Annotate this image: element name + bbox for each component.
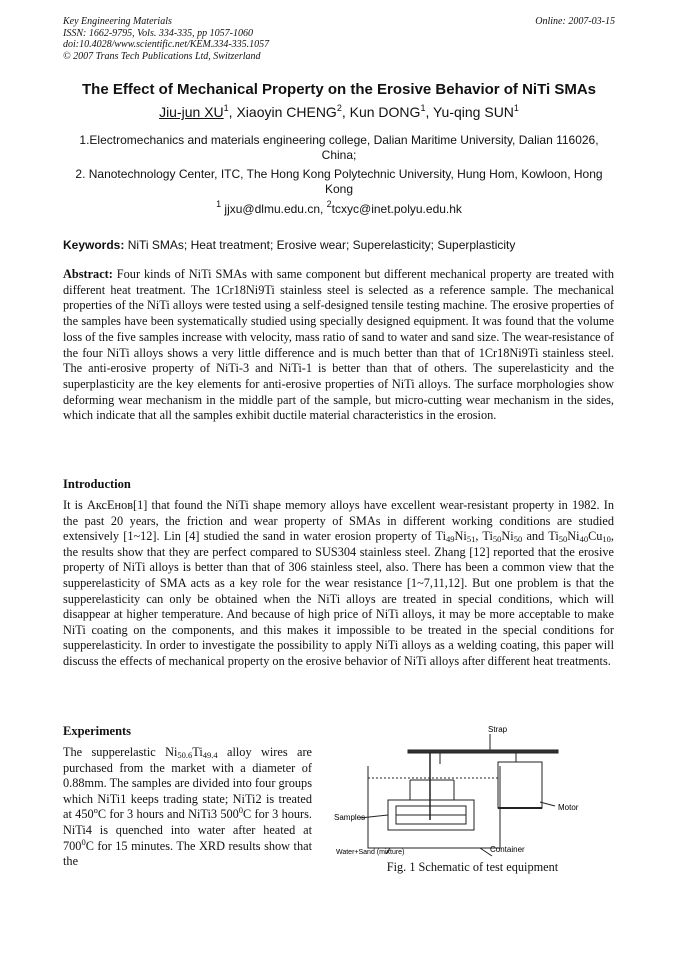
exp-text: Ti: [192, 745, 203, 759]
author-name: Jiu-jun XU: [159, 104, 224, 120]
container-label: Container: [490, 845, 525, 854]
intro-text: Ni: [567, 529, 580, 544]
author-affil-sup: 1: [513, 103, 519, 113]
exp-text: C for 3 hours. NiTi4 is quenched into water after heated at 700: [63, 807, 312, 853]
author-affil-sup: 1: [420, 103, 426, 113]
strap-bar: [408, 750, 558, 753]
affiliation-1: 1.Electromechanics and materials engineering college, Dalian Maritime University, Dalian 116026, China;: [79, 133, 599, 162]
author-separator: ,: [425, 104, 433, 120]
author-name: Yu-qing SUN: [432, 104, 514, 120]
exp-text: alloy wires are purchased from the market with a diameter of 0.88mm. The samples are divided into four groups which NiTi1 keeps trading state; NiTi2 is treated at 450: [63, 745, 312, 822]
subscript: 51: [466, 534, 476, 545]
intro-text: Ni: [501, 529, 514, 544]
subscript: 50: [513, 534, 523, 545]
email-line: [0, 199, 678, 216]
intro-text: It is АксЕнов[1] that found the NiTi shape memory alloys have excellent wear-resistant property in 1982. In the past 20 years, the friction and wear property of SMAs in different working conditions are studied extensively [1~12]. Lin [4] studied the sand in water erosion property of Ti: [63, 498, 614, 544]
superscript: 0: [238, 805, 244, 816]
experiments-heading: Experiments: [63, 724, 132, 738]
email-sup: 2: [326, 199, 332, 209]
keywords-text: NiTi SMAs; Heat treatment; Erosive wear; Superelasticity; Superplasticity: [124, 238, 516, 252]
keywords: [63, 238, 615, 252]
journal-name: Key Engineering Materials: [63, 16, 172, 27]
email-2[interactable]: tcxyc@inet.polyu.edu.hk: [331, 202, 462, 216]
author-list: [0, 104, 678, 120]
abstract-label: Abstract:: [63, 267, 113, 281]
author-separator: ,: [341, 104, 350, 120]
exp-text: C for 3 hours and NiTi3 500: [97, 807, 239, 822]
subscript: 49.4: [202, 750, 218, 760]
intro-text: , the results show that they are perfect compared to SUS304 stainless steel. Zhang [12] reported that the erosive property of NiTi alloys is better than that of 306 stainless steel, also. There has been a common view that the supperelasticity of SMA acts as a key role for the wear resistance [1~7,11,12]. But one problem is that the supperelasticity can only be obtained when the NiTi alloys are treated in special conditions, which will disappear at higher temperature. And because of high price of NiTi alloys, it may be more acceptable to make NiTi coating on the components, and this makes it impossible to be treated in the special conditions for supperelasticity. In order to investigate the possibility to apply NiTi alloys as a welding coating, this paper will discuss the effects of mechanical property on the erosive behavior of NiTi alloys after different heat treatments.: [63, 529, 614, 668]
figure-caption: Fig. 1 Schematic of test equipment: [386, 860, 559, 874]
issn-line: ISSN: 1662-9795, Vols. 334-335, pp 1057-1060: [63, 27, 253, 39]
doi-line: doi:10.4028/www.scientific.net/KEM.334-335.1057: [63, 39, 270, 50]
samples-label: Samples: [334, 813, 366, 822]
subscript: 49: [446, 534, 455, 545]
copyright-line: © 2007 Trans Tech Publications Ltd, Switzerland: [63, 50, 261, 62]
introduction-text: [63, 498, 614, 670]
exp-text: C for 15 minutes. The XRD results show that the: [63, 838, 312, 869]
intro-text: Ni: [454, 529, 467, 544]
intro-text: , Ti: [475, 529, 493, 544]
intro-text: and Ti: [522, 529, 559, 544]
affiliation-2: 2. Nanotechnology Center, ITC, The Hong Kong Polytechnic University, Hung Hom, Kowloon, Hong Kong: [75, 167, 603, 196]
motor-label: Motor: [558, 803, 579, 812]
superscript: 0: [81, 836, 86, 847]
email-1[interactable]: jjxu@dlmu.edu.cn,: [221, 202, 327, 216]
water-sand-label: Water+Sand (mixture): [336, 849, 405, 856]
subscript: 50: [558, 534, 568, 545]
author-name: Xiaoyin CHENG: [236, 104, 337, 120]
introduction-heading: Introduction: [63, 477, 131, 491]
journal-header: [63, 16, 615, 62]
motor-box: [498, 762, 542, 808]
subscript: 10: [602, 534, 611, 545]
test-equipment-schematic: [330, 720, 615, 880]
paper-title: The Effect of Mechanical Property on the Erosive Behavior of NiTi SMAs: [82, 81, 596, 98]
intro-text: Cu: [588, 529, 603, 544]
superscript: o: [93, 805, 98, 816]
author-affil-sup: 1: [223, 103, 229, 113]
author-name: Kun DONG: [349, 104, 421, 120]
email-sup: 1: [216, 199, 222, 209]
author-affil-sup: 2: [336, 103, 342, 113]
online-date: Online: 2007-03-15: [535, 16, 615, 27]
subscript: 50: [492, 534, 502, 545]
keywords-label: Keywords:: [63, 238, 125, 252]
experiments-text: [63, 745, 312, 870]
exp-text: The supperelastic Ni: [63, 745, 178, 759]
abstract-text: Four kinds of NiTi SMAs with same component but different mechanical property are treated with different heat treatment. The 1Cr18Ni9Ti stainless steel is selected as a reference sample. The mechanical properties of the NiTi alloys were tested using a self-designed tensile testing machine. The erosive properties of the samples have been systematically studied using specially designed equipment. It was found that the volume loss of the five samples increase with velocity, mass ratio of sand to water and sand size. The wear-resistance of the four NiTi alloys shows a very little difference and is much better than that of 1Cr18Ni9Ti stainless steel. The anti-erosive property of NiTi-3 and NiTi-1 is better than that of others. The superelasticity and the superplasticity are the key elements for anti-erosive properties of NiTi alloys. The surface morphologies show deforming wear mechanism in the middle part of the sample, but micro-cutting wear mechanism in the sides, which indicate that all the samples exhibit ductile material characteristics in the erosion.: [63, 267, 614, 423]
abstract: [63, 267, 614, 424]
subscript: 40: [579, 534, 589, 545]
strap-label: Strap: [488, 725, 508, 734]
author-separator: ,: [228, 104, 237, 120]
subscript: 50.6: [177, 750, 193, 760]
